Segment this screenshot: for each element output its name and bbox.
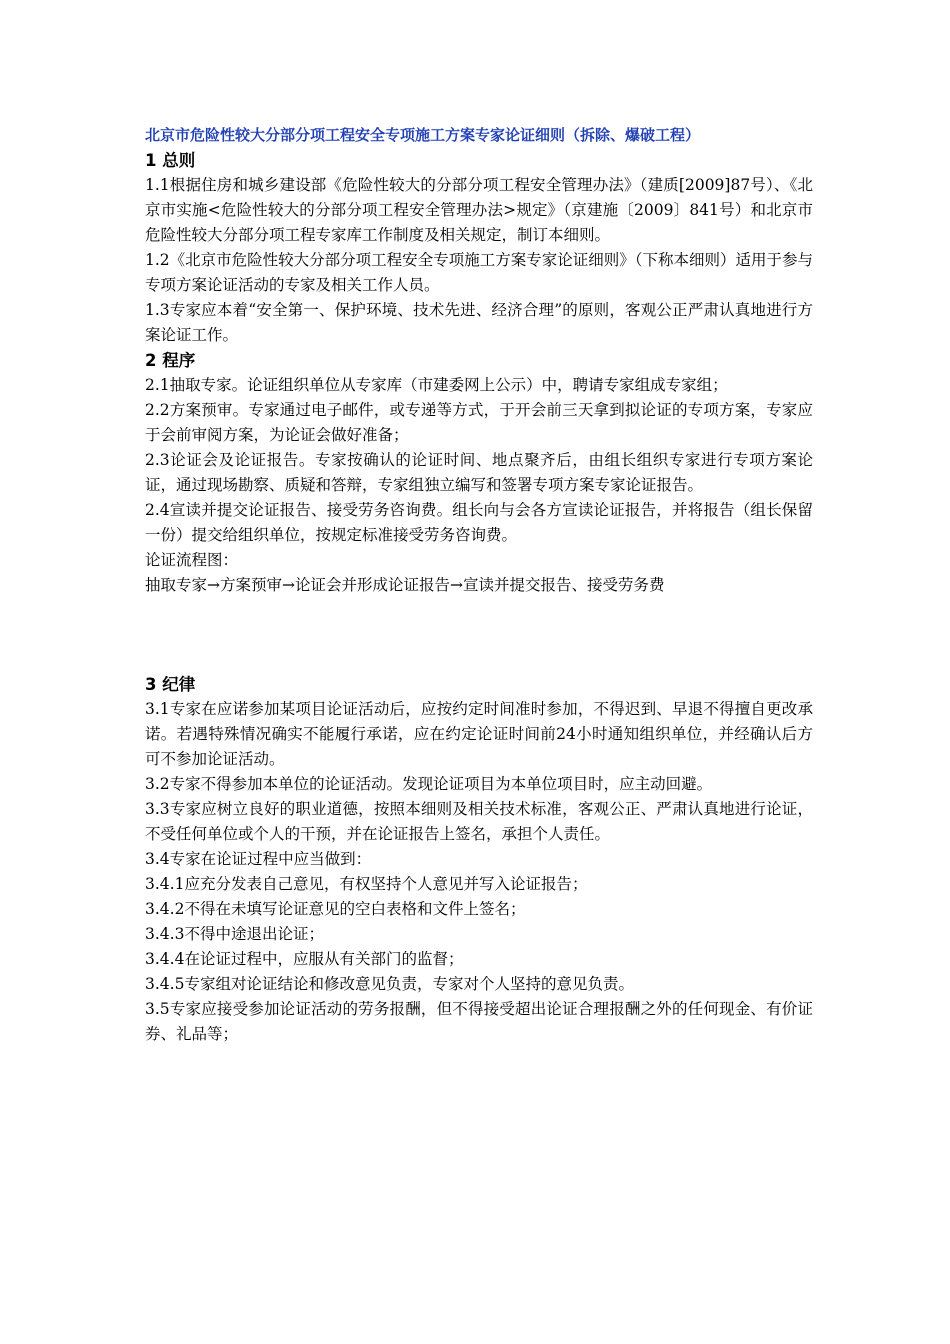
flowchart-label: 论证流程图： [145, 551, 239, 569]
paragraph: 3.4.4在论证过程中，应服从有关部门的监督； [145, 950, 464, 968]
flowchart-text: 抽取专家→方案预审→论证会并形成论证报告→宣读并提交报告、接受劳务费 [145, 576, 665, 594]
paragraph: 2.4宣读并提交论证报告、接受劳务咨询费。组长向与会各方宣读论证报告，并将报告（组长保留一份）提交给组织单位，按规定标准接受劳务咨询费。 [145, 501, 813, 544]
paragraph: 2.3论证会及论证报告。专家按确认的论证时间、地点聚齐后，由组长组织专家进行专项方案论证，通过现场勘察、质疑和答辩，专家组独立编写和签署专项方案专家论证报告。 [145, 451, 813, 494]
paragraph: 3.2专家不得参加本单位的论证活动。发现论证项目为本单位项目时，应主动回避。 [145, 775, 713, 793]
paragraph: 1.1根据住房和城乡建设部《危险性较大的分部分项工程安全管理办法》（建质[2009]87号）、《北京市实施<危险性较大的分部分项工程安全管理办法>规定》（京建施〔2009〕841号）和北京市危险性较大分部分项工程专家库工作制度及相关规定，制订本细则。 [145, 176, 813, 244]
paragraph: 3.3专家应树立良好的职业道德，按照本细则及相关技术标准，客观公正、严肃认真地进行论证，不受任何单位或个人的干预，并在论证报告上签名，承担个人责任。 [145, 800, 813, 843]
paragraph: 3.4.3不得中途退出论证； [145, 925, 324, 943]
paragraph: 3.5专家应接受参加论证活动的劳务报酬，但不得接受超出论证合理报酬之外的任何现金、有价证券、礼品等； [145, 1000, 813, 1043]
section-heading: 3 纪律 [145, 675, 196, 694]
section-heading: 1 总则 [145, 151, 196, 170]
paragraph: 3.4.2不得在未填写论证意见的空白表格和文件上签名； [145, 900, 526, 918]
paragraph: 1.2《北京市危险性较大分部分项工程安全专项施工方案专家论证细则》（下称本细则）适用于参与专项方案论证活动的专家及相关工作人员。 [145, 251, 813, 294]
paragraph: 1.3专家应本着“安全第一、保护环境、技术先进、经济合理”的原则，客观公正严肃认真地进行方案论证工作。 [145, 301, 813, 344]
paragraph: 3.4专家在论证过程中应当做到： [145, 850, 372, 868]
paragraph: 2.2方案预审。专家通过电子邮件，或专递等方式，于开会前三天拿到拟论证的专项方案，专家应于会前审阅方案，为论证会做好准备； [145, 401, 813, 444]
blank-space [145, 598, 813, 672]
paragraph: 3.1专家在应诺参加某项目论证活动后，应按约定时间准时参加，不得迟到、早退不得擅自更改承诺。若遇特殊情况确实不能履行承诺，应在约定论证时间前24小时通知组织单位，并经确认后方可不参加论证活动。 [145, 700, 813, 768]
paragraph: 3.4.1应充分发表自己意见，有权坚持个人意见并写入论证报告； [145, 875, 588, 893]
paragraph: 2.1抽取专家。论证组织单位从专家库（市建委网上公示）中，聘请专家组成专家组； [145, 376, 728, 394]
paragraph: 3.4.5专家组对论证结论和修改意见负责，专家对个人坚持的意见负责。 [145, 975, 634, 993]
section-heading: 2 程序 [145, 351, 196, 370]
document-page [145, 122, 813, 1047]
document-title: 北京市危险性较大分部分项工程安全专项施工方案专家论证细则（拆除、爆破工程） [145, 126, 701, 144]
